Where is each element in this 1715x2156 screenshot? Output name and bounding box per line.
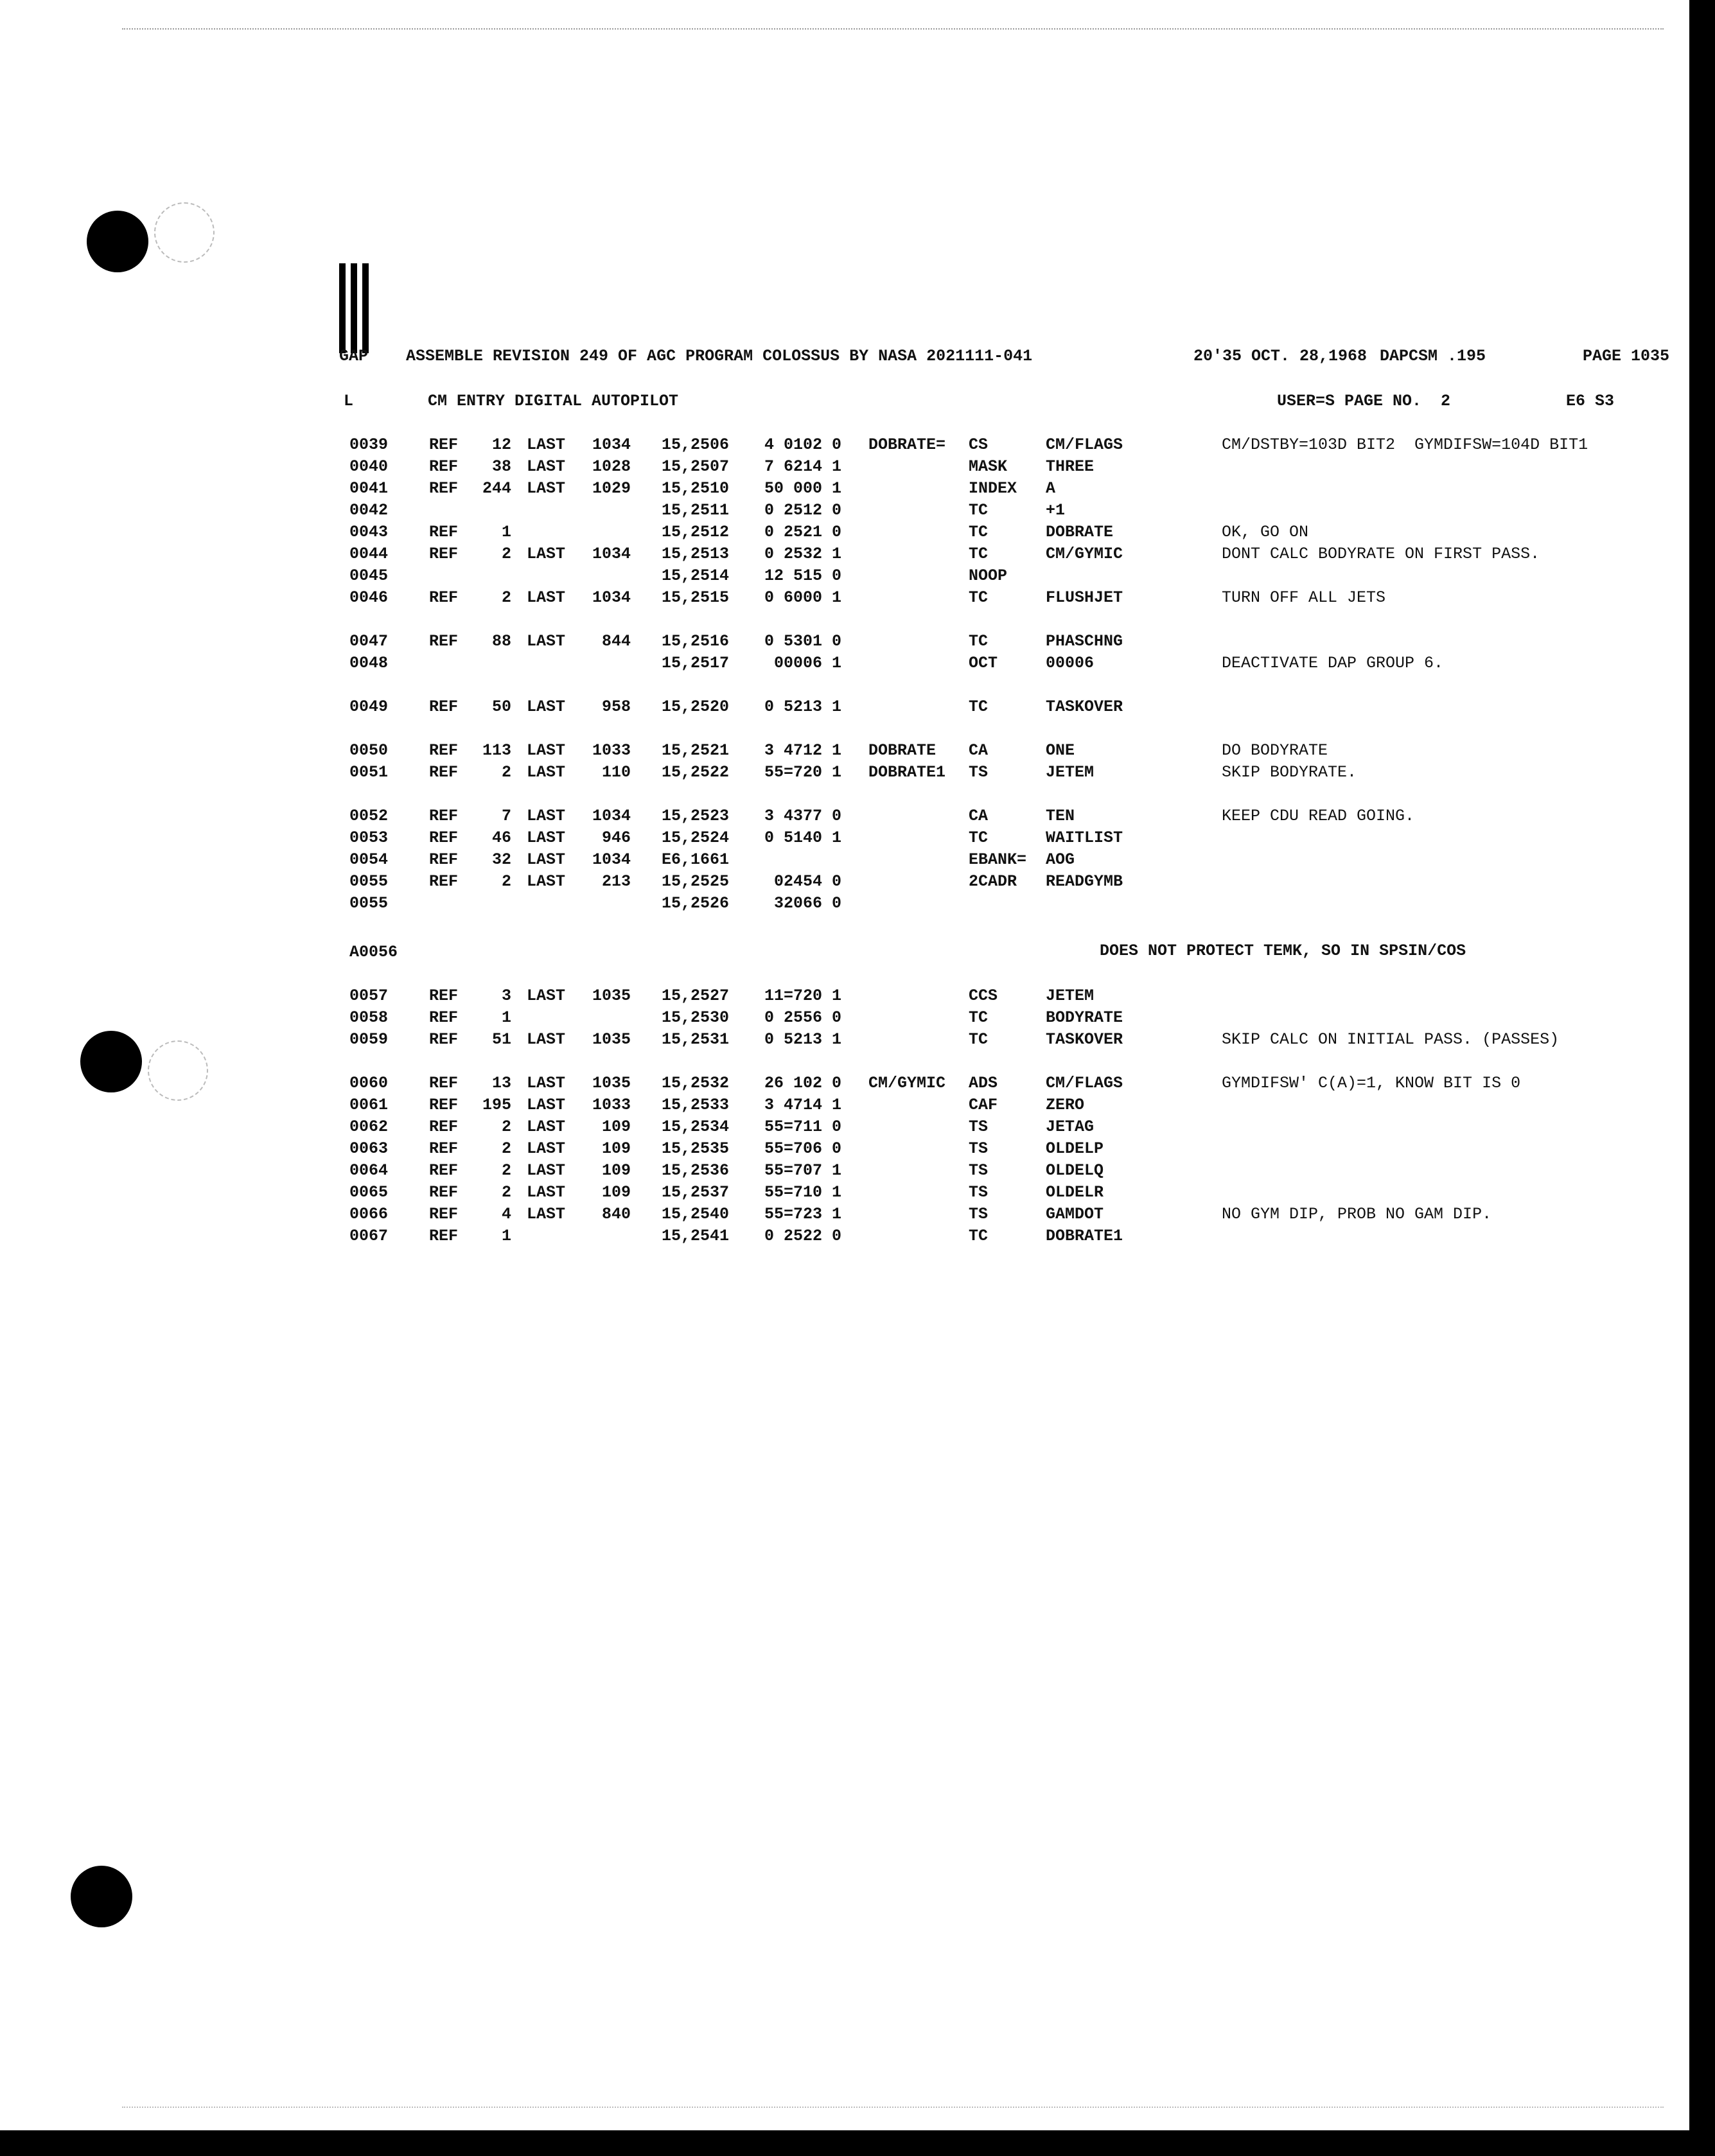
line-refn: 1 xyxy=(501,1227,511,1245)
line-addr: 15,2514 xyxy=(662,566,730,585)
line-word: 0 5140 1 xyxy=(764,828,841,847)
line-operand: JETEM xyxy=(1046,986,1095,1005)
line-word: 3 4712 1 xyxy=(764,741,841,760)
line-op: TS xyxy=(969,763,989,782)
line-refn: 7 xyxy=(501,807,511,825)
line-op: TC xyxy=(969,632,989,651)
line-addr: 15,2517 xyxy=(662,654,730,672)
header-title: ASSEMBLE REVISION 249 OF AGC PROGRAM COLOSSUS BY NASA 2021111-041 xyxy=(406,347,1033,365)
line-seq: 0055 xyxy=(349,872,389,891)
line-word: 02454 0 xyxy=(773,872,841,891)
line-refn: 51 xyxy=(491,1030,511,1049)
line-lastn: 958 xyxy=(601,697,631,716)
line-refn: 2 xyxy=(501,545,511,563)
line-seq: 0064 xyxy=(349,1161,389,1180)
line-seq: 0039 xyxy=(349,435,389,454)
line-word: 32066 0 xyxy=(773,894,841,913)
line-ref: REF xyxy=(429,545,459,563)
page-code: E6 S3 xyxy=(1566,392,1615,410)
line-addr: 15,2534 xyxy=(662,1117,730,1136)
line-seq: 0041 xyxy=(349,479,389,498)
line-word: 0 5213 1 xyxy=(764,697,841,716)
line-op: TC xyxy=(969,697,989,716)
punch-hole-middle xyxy=(80,1031,142,1092)
line-op: TC xyxy=(969,501,989,520)
line-ref: REF xyxy=(429,1008,459,1027)
line-op: TC xyxy=(969,588,989,607)
line-lastn: 1029 xyxy=(592,479,631,498)
line-op: INDEX xyxy=(969,479,1017,498)
line-addr: 15,2527 xyxy=(662,986,730,1005)
line-refn: 113 xyxy=(482,741,511,760)
line-ref: REF xyxy=(429,1205,459,1223)
line-addr: 15,2541 xyxy=(662,1227,730,1245)
line-operand: A xyxy=(1046,479,1056,498)
line-lastn: 213 xyxy=(601,872,631,891)
line-operand: JETAG xyxy=(1046,1117,1095,1136)
line-comment: CM/DSTBY=103D BIT2 GYMDIFSW=104D BIT1 xyxy=(1222,435,1588,454)
line-last: LAST xyxy=(527,872,566,891)
line-last: LAST xyxy=(527,850,566,869)
line-op: CS xyxy=(969,435,989,454)
line-word: 0 5301 0 xyxy=(764,632,841,651)
line-op: TC xyxy=(969,1008,989,1027)
line-operand: CM/FLAGS xyxy=(1046,1074,1123,1092)
line-lastn: 109 xyxy=(601,1139,631,1158)
line-last: LAST xyxy=(527,1096,566,1114)
line-comment: SKIP CALC ON INITIAL PASS. (PASSES) xyxy=(1222,1030,1560,1049)
line-refn: 38 xyxy=(491,457,511,476)
line-operand: AOG xyxy=(1046,850,1075,869)
line-last: LAST xyxy=(527,1074,566,1092)
line-seq: 0047 xyxy=(349,632,389,651)
line-ref: REF xyxy=(429,523,459,541)
line-op: CAF xyxy=(969,1096,998,1114)
line-addr: 15,2522 xyxy=(662,763,730,782)
line-ref: REF xyxy=(429,1030,459,1049)
line-lastn: 1034 xyxy=(592,807,631,825)
line-op: TC xyxy=(969,523,989,541)
line-refn: 32 xyxy=(491,850,511,869)
line-word: 55=707 1 xyxy=(764,1161,841,1180)
line-ref: REF xyxy=(429,1161,459,1180)
line-ref: REF xyxy=(429,850,459,869)
line-operand: CM/GYMIC xyxy=(1046,545,1123,563)
line-addr: 15,2512 xyxy=(662,523,730,541)
line-last: LAST xyxy=(527,588,566,607)
line-ref: REF xyxy=(429,828,459,847)
line-word: 0 2512 0 xyxy=(764,501,841,520)
line-label: CM/GYMIC xyxy=(868,1074,946,1092)
line-op: TC xyxy=(969,545,989,563)
line-lastn: 1034 xyxy=(592,588,631,607)
header-datetime: 20'35 OCT. 28,1968 xyxy=(1193,347,1368,365)
line-ref: REF xyxy=(429,1183,459,1202)
line-word: 0 2556 0 xyxy=(764,1008,841,1027)
line-comment: GYMDIFSW' C(A)=1, KNOW BIT IS 0 xyxy=(1222,1074,1521,1092)
line-refn: 3 xyxy=(501,986,511,1005)
line-lastn: 1035 xyxy=(592,1030,631,1049)
line-refn: 2 xyxy=(501,872,511,891)
line-seq: 0054 xyxy=(349,850,389,869)
line-seq: 0046 xyxy=(349,588,389,607)
line-seq: 0043 xyxy=(349,523,389,541)
line-op: TS xyxy=(969,1139,989,1158)
line-comment: TURN OFF ALL JETS xyxy=(1222,588,1386,607)
line-last: LAST xyxy=(527,545,566,563)
line-seq: 0055 xyxy=(349,894,389,913)
line-last: LAST xyxy=(527,1030,566,1049)
line-last: LAST xyxy=(527,1183,566,1202)
line-last: LAST xyxy=(527,1117,566,1136)
line-operand: DOBRATE1 xyxy=(1046,1227,1123,1245)
punch-hole-top xyxy=(87,211,148,272)
line-last: LAST xyxy=(527,1205,566,1223)
line-last: LAST xyxy=(527,1139,566,1158)
line-word: 55=723 1 xyxy=(764,1205,841,1223)
line-seq: 0049 xyxy=(349,697,389,716)
line-word: 11=720 1 xyxy=(764,986,841,1005)
line-word: 0 5213 1 xyxy=(764,1030,841,1049)
line-ref: REF xyxy=(429,697,459,716)
line-refn: 2 xyxy=(501,763,511,782)
line-lastn: 1034 xyxy=(592,435,631,454)
line-refn: 46 xyxy=(491,828,511,847)
line-addr: 15,2540 xyxy=(662,1205,730,1223)
line-addr: 15,2520 xyxy=(662,697,730,716)
line-lastn: 109 xyxy=(601,1117,631,1136)
line-op: CCS xyxy=(969,986,998,1005)
line-ref: REF xyxy=(429,457,459,476)
line-addr: 15,2511 xyxy=(662,501,730,520)
line-operand: WAITLIST xyxy=(1046,828,1123,847)
line-word: 26 102 0 xyxy=(764,1074,841,1092)
line-seq: 0044 xyxy=(349,545,389,563)
line-seq: 0048 xyxy=(349,654,389,672)
line-op: TS xyxy=(969,1161,989,1180)
line-addr: 15,2525 xyxy=(662,872,730,891)
line-refn: 2 xyxy=(501,588,511,607)
line-word: 55=711 0 xyxy=(764,1117,841,1136)
line-op: 2CADR xyxy=(969,872,1017,891)
line-ref: REF xyxy=(429,872,459,891)
line-refn: 195 xyxy=(482,1096,511,1114)
scan-edge-top xyxy=(122,28,1664,30)
line-word: 0 2521 0 xyxy=(764,523,841,541)
line-operand: ZERO xyxy=(1046,1096,1085,1114)
line-lastn: 1034 xyxy=(592,850,631,869)
line-refn: 2 xyxy=(501,1139,511,1158)
line-refn: 4 xyxy=(501,1205,511,1223)
line-op: TS xyxy=(969,1183,989,1202)
line-op: TC xyxy=(969,828,989,847)
scan-border-bottom xyxy=(0,2130,1715,2156)
line-word: 4 0102 0 xyxy=(764,435,841,454)
line-op: EBANK= xyxy=(969,850,1027,869)
line-ref: REF xyxy=(429,986,459,1005)
user-page: USER=S PAGE NO. 2 xyxy=(1277,392,1451,410)
line-addr: 15,2506 xyxy=(662,435,730,454)
header-page: PAGE 1035 xyxy=(1583,347,1670,365)
line-addr: 15,2531 xyxy=(662,1030,730,1049)
line-ref: REF xyxy=(429,1227,459,1245)
line-op: NOOP xyxy=(969,566,1008,585)
line-addr: 15,2515 xyxy=(662,588,730,607)
line-addr: 15,2532 xyxy=(662,1074,730,1092)
line-ref: REF xyxy=(429,588,459,607)
binder-bars xyxy=(339,263,369,353)
scan-edge-bottom xyxy=(122,2107,1664,2108)
line-refn: 2 xyxy=(501,1117,511,1136)
line-word: 3 4714 1 xyxy=(764,1096,841,1114)
line-op: TS xyxy=(969,1117,989,1136)
line-lastn: 1034 xyxy=(592,545,631,563)
scan-border-right xyxy=(1689,0,1715,2156)
line-comment: DEACTIVATE DAP GROUP 6. xyxy=(1222,654,1444,672)
line-word: 7 6214 1 xyxy=(764,457,841,476)
line-op: OCT xyxy=(969,654,998,672)
line-refn: 88 xyxy=(491,632,511,651)
line-operand: ONE xyxy=(1046,741,1075,760)
line-addr: 15,2524 xyxy=(662,828,730,847)
line-ref: REF xyxy=(429,807,459,825)
line-comment: KEEP CDU READ GOING. xyxy=(1222,807,1415,825)
line-seq: 0061 xyxy=(349,1096,389,1114)
line-addr: 15,2521 xyxy=(662,741,730,760)
line-operand: TASKOVER xyxy=(1046,1030,1123,1049)
line-last: LAST xyxy=(527,435,566,454)
line-ref: REF xyxy=(429,632,459,651)
line-addr: 15,2507 xyxy=(662,457,730,476)
line-addr: 15,2535 xyxy=(662,1139,730,1158)
punch-hole-ghost-top xyxy=(154,202,215,263)
line-lastn: 110 xyxy=(601,763,631,782)
line-last: LAST xyxy=(527,741,566,760)
line-label: DOBRATE xyxy=(868,741,937,760)
line-seq: 0060 xyxy=(349,1074,389,1092)
line-refn: 2 xyxy=(501,1183,511,1202)
line-seq: 0051 xyxy=(349,763,389,782)
line-addr: 15,2516 xyxy=(662,632,730,651)
line-operand: GAMDOT xyxy=(1046,1205,1104,1223)
line-word: 55=720 1 xyxy=(764,763,841,782)
header-mark: GAP xyxy=(339,347,369,365)
line-seq: 0059 xyxy=(349,1030,389,1049)
line-refn: 13 xyxy=(491,1074,511,1092)
line-operand: OLDELP xyxy=(1046,1139,1104,1158)
line-operand: TEN xyxy=(1046,807,1075,825)
line-seq: A0056 xyxy=(349,943,398,961)
line-lastn: 840 xyxy=(601,1205,631,1223)
line-last: LAST xyxy=(527,697,566,716)
line-last: LAST xyxy=(527,828,566,847)
line-last: LAST xyxy=(527,457,566,476)
line-op: CA xyxy=(969,807,989,825)
line-operand: BODYRATE xyxy=(1046,1008,1123,1027)
line-op: CA xyxy=(969,741,989,760)
line-ref: REF xyxy=(429,1117,459,1136)
line-last: LAST xyxy=(527,479,566,498)
line-seq: 0053 xyxy=(349,828,389,847)
line-refn: 2 xyxy=(501,1161,511,1180)
line-word: 50 000 1 xyxy=(764,479,841,498)
line-comment: DO BODYRATE xyxy=(1222,741,1328,760)
punch-hole-ghost-middle xyxy=(148,1040,208,1101)
line-lastn: 1035 xyxy=(592,1074,631,1092)
line-last: LAST xyxy=(527,632,566,651)
section-mark: L xyxy=(344,392,354,410)
line-lastn: 109 xyxy=(601,1161,631,1180)
line-op: MASK xyxy=(969,457,1008,476)
line-comment: NO GYM DIP, PROB NO GAM DIP. xyxy=(1222,1205,1492,1223)
line-op: ADS xyxy=(969,1074,998,1092)
line-operand: FLUSHJET xyxy=(1046,588,1123,607)
line-ref: REF xyxy=(429,479,459,498)
line-op: TC xyxy=(969,1030,989,1049)
line-seq: 0052 xyxy=(349,807,389,825)
line-last: LAST xyxy=(527,1161,566,1180)
line-seq: 0040 xyxy=(349,457,389,476)
line-addr: 15,2530 xyxy=(662,1008,730,1027)
line-seq: 0062 xyxy=(349,1117,389,1136)
line-word: 55=710 1 xyxy=(764,1183,841,1202)
line-refn: 12 xyxy=(491,435,511,454)
a0056-comment: DOES NOT PROTECT TEMK, SO IN SPSIN/COS xyxy=(1100,942,1466,960)
line-addr: 15,2513 xyxy=(662,545,730,563)
line-comment: SKIP BODYRATE. xyxy=(1222,763,1357,782)
line-seq: 0042 xyxy=(349,501,389,520)
line-seq: 0065 xyxy=(349,1183,389,1202)
line-seq: 0063 xyxy=(349,1139,389,1158)
line-ref: REF xyxy=(429,1074,459,1092)
line-lastn: 109 xyxy=(601,1183,631,1202)
section-title: CM ENTRY DIGITAL AUTOPILOT xyxy=(428,392,679,410)
line-operand: READGYMB xyxy=(1046,872,1123,891)
line-label: DOBRATE1 xyxy=(868,763,946,782)
line-operand: OLDELQ xyxy=(1046,1161,1104,1180)
line-op: TS xyxy=(969,1205,989,1223)
line-ref: REF xyxy=(429,435,459,454)
line-seq: 0045 xyxy=(349,566,389,585)
line-seq: 0066 xyxy=(349,1205,389,1223)
line-operand: 00006 xyxy=(1046,654,1095,672)
line-lastn: 1028 xyxy=(592,457,631,476)
line-lastn: 1033 xyxy=(592,1096,631,1114)
header-listing: DAPCSM .195 xyxy=(1380,347,1486,365)
line-comment: DONT CALC BODYRATE ON FIRST PASS. xyxy=(1222,545,1540,563)
line-lastn: 946 xyxy=(601,828,631,847)
line-lastn: 844 xyxy=(601,632,631,651)
line-seq: 0050 xyxy=(349,741,389,760)
line-operand: TASKOVER xyxy=(1046,697,1123,716)
line-word: 0 6000 1 xyxy=(764,588,841,607)
line-lastn: 1033 xyxy=(592,741,631,760)
line-refn: 244 xyxy=(482,479,511,498)
line-addr: 15,2510 xyxy=(662,479,730,498)
line-word: 0 2522 0 xyxy=(764,1227,841,1245)
line-operand: CM/FLAGS xyxy=(1046,435,1123,454)
line-operand: JETEM xyxy=(1046,763,1095,782)
line-comment: OK, GO ON xyxy=(1222,523,1309,541)
line-refn: 50 xyxy=(491,697,511,716)
line-seq: 0058 xyxy=(349,1008,389,1027)
line-label: DOBRATE= xyxy=(868,435,946,454)
line-operand: PHASCHNG xyxy=(1046,632,1123,651)
line-lastn: 1035 xyxy=(592,986,631,1005)
line-word: 12 515 0 xyxy=(764,566,841,585)
line-word: 3 4377 0 xyxy=(764,807,841,825)
line-ref: REF xyxy=(429,1096,459,1114)
line-addr: 15,2536 xyxy=(662,1161,730,1180)
line-addr: 15,2537 xyxy=(662,1183,730,1202)
line-last: LAST xyxy=(527,763,566,782)
line-addr: 15,2533 xyxy=(662,1096,730,1114)
line-ref: REF xyxy=(429,763,459,782)
line-operand: +1 xyxy=(1046,501,1066,520)
line-operand: DOBRATE xyxy=(1046,523,1114,541)
line-word: 0 2532 1 xyxy=(764,545,841,563)
punch-hole-bottom xyxy=(71,1866,132,1927)
line-op: TC xyxy=(969,1227,989,1245)
line-addr: 15,2526 xyxy=(662,894,730,913)
line-word: 55=706 0 xyxy=(764,1139,841,1158)
line-last: LAST xyxy=(527,807,566,825)
line-ref: REF xyxy=(429,1139,459,1158)
line-word: 00006 1 xyxy=(773,654,841,672)
line-addr: E6,1661 xyxy=(662,850,730,869)
line-addr: 15,2523 xyxy=(662,807,730,825)
line-seq: 0067 xyxy=(349,1227,389,1245)
line-operand: THREE xyxy=(1046,457,1095,476)
line-last: LAST xyxy=(527,986,566,1005)
line-refn: 1 xyxy=(501,523,511,541)
line-ref: REF xyxy=(429,741,459,760)
line-refn: 1 xyxy=(501,1008,511,1027)
line-operand: OLDELR xyxy=(1046,1183,1104,1202)
line-seq: 0057 xyxy=(349,986,389,1005)
